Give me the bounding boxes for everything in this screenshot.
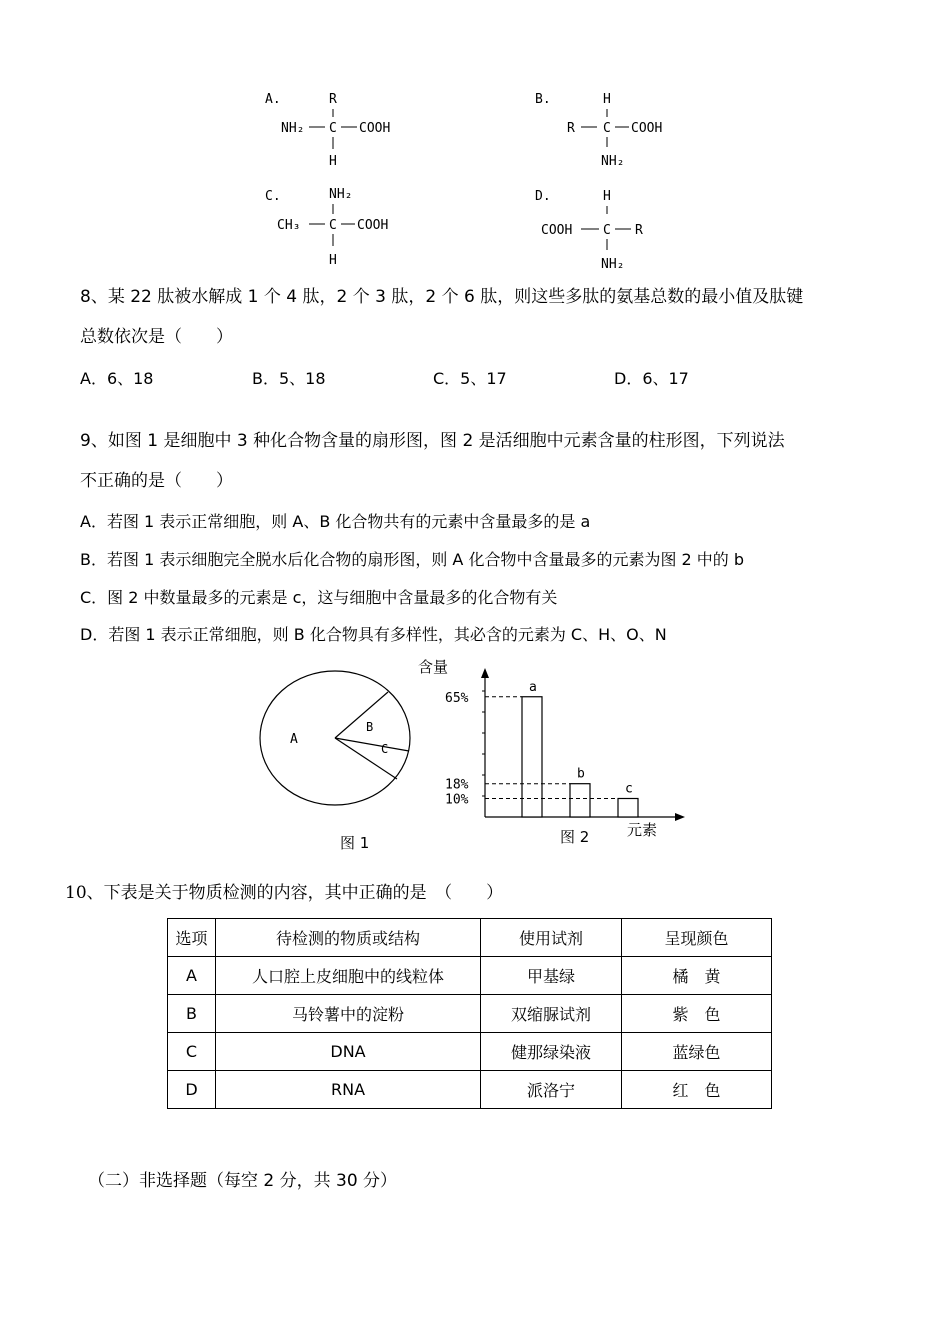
right-group: COOH bbox=[357, 218, 389, 233]
top-group: NH₂ bbox=[329, 187, 353, 202]
q7-structure-c bbox=[255, 182, 425, 277]
table-cell: 派洛宁 bbox=[481, 1071, 622, 1109]
table-cell: DNA bbox=[216, 1033, 481, 1071]
q8-stem-line2: 总数依次是（ ） bbox=[80, 327, 233, 347]
q9-stem-line1: 9、如图 1 是细胞中 3 种化合物含量的扇形图，图 2 是活细胞中元素含量的柱形图，下列说法 bbox=[80, 431, 785, 451]
q9-stem-line2: 不正确的是（ ） bbox=[80, 471, 233, 491]
center-atom: C bbox=[329, 218, 337, 233]
y-tick-label: 10% bbox=[445, 792, 469, 808]
q7-structure-a bbox=[255, 85, 425, 180]
bar-label-c: c bbox=[625, 781, 633, 797]
option-label: B. bbox=[535, 92, 551, 107]
table-cell: 马铃薯中的淀粉 bbox=[216, 995, 481, 1033]
table-cell: RNA bbox=[216, 1071, 481, 1109]
q8-stem-line1: 8、某 22 肽被水解成 1 个 4 肽，2 个 3 肽，2 个 6 肽，则这些多肽的氨基总数的最小值及肽键 bbox=[80, 287, 804, 307]
option-label: A. bbox=[265, 92, 281, 107]
header-cell: 呈现颜色 bbox=[622, 919, 772, 957]
bottom-group: H bbox=[329, 253, 337, 268]
detection-table bbox=[167, 918, 772, 1109]
left-group: NH₂ bbox=[281, 121, 305, 136]
bar-label-a: a bbox=[529, 679, 537, 695]
bar-c bbox=[618, 799, 638, 818]
right-group: R bbox=[635, 223, 643, 238]
q8-option-c: C．5、17 bbox=[433, 369, 507, 388]
table-cell: 橘 黄 bbox=[622, 957, 772, 995]
bottom-group: NH₂ bbox=[601, 154, 625, 169]
figure-1-caption: 图 1 bbox=[340, 834, 370, 852]
left-group: R bbox=[567, 121, 575, 136]
q8-option-b: B．5、18 bbox=[252, 369, 326, 388]
pie-label-c: C bbox=[381, 742, 389, 756]
table-cell: 紫 色 bbox=[622, 995, 772, 1033]
table-cell: 红 色 bbox=[622, 1071, 772, 1109]
table-cell: A bbox=[168, 957, 216, 995]
y-axis-arrow bbox=[481, 668, 489, 678]
q10-stem: 10、下表是关于物质检测的内容，其中正确的是 （ ） bbox=[65, 883, 504, 903]
top-group: R bbox=[329, 92, 337, 107]
table-cell: B bbox=[168, 995, 216, 1033]
left-group: COOH bbox=[541, 223, 573, 238]
center-atom: C bbox=[329, 121, 337, 136]
y-tick-label: 65% bbox=[445, 690, 469, 706]
q9-option-b: B．若图 1 表示细胞完全脱水后化合物的扇形图，则 A 化合物中含量最多的元素为图 2 中的 b bbox=[80, 550, 745, 569]
table-cell: 甲基绿 bbox=[481, 957, 622, 995]
center-atom: C bbox=[603, 223, 611, 238]
q9-option-a: A．若图 1 表示正常细胞，则 A、B 化合物共有的元素中含量最多的是 a bbox=[80, 512, 591, 531]
pie-label-b: B bbox=[366, 720, 374, 734]
q8-option-a: A．6、18 bbox=[80, 369, 154, 388]
header-cell: 使用试剂 bbox=[481, 919, 622, 957]
q8-option-d: D．6、17 bbox=[614, 369, 689, 388]
figure-2-bar-chart bbox=[415, 655, 695, 845]
top-group: H bbox=[603, 189, 611, 204]
bottom-group: H bbox=[329, 154, 337, 169]
q7-structure-d bbox=[525, 182, 695, 277]
q9-option-d: D．若图 1 表示正常细胞，则 B 化合物具有多样性，其必含的元素为 C、H、O、N bbox=[80, 625, 667, 644]
table-row bbox=[168, 1033, 772, 1071]
table-cell: 双缩脲试剂 bbox=[481, 995, 622, 1033]
table-cell: 健那绿染液 bbox=[481, 1033, 622, 1071]
header-cell: 待检测的物质或结构 bbox=[216, 919, 481, 957]
x-axis-arrow bbox=[675, 813, 685, 821]
q9-option-c: C．图 2 中数量最多的元素是 c，这与细胞中含量最多的化合物有关 bbox=[80, 588, 558, 607]
table-cell: 人口腔上皮细胞中的线粒体 bbox=[216, 957, 481, 995]
table-cell: D bbox=[168, 1071, 216, 1109]
figure-2-caption: 图 2 bbox=[560, 828, 590, 846]
bottom-group: NH₂ bbox=[601, 257, 625, 272]
bar-a bbox=[522, 697, 542, 817]
table-cell: 蓝绿色 bbox=[622, 1033, 772, 1071]
top-group: H bbox=[603, 92, 611, 107]
x-axis-label: 元素 bbox=[627, 821, 658, 839]
center-atom: C bbox=[603, 121, 611, 136]
header-cell: 选项 bbox=[168, 919, 216, 957]
table-row bbox=[168, 995, 772, 1033]
bar-b bbox=[570, 784, 590, 817]
table-cell: C bbox=[168, 1033, 216, 1071]
section-2-title: （二）非选择题（每空 2 分，共 30 分） bbox=[88, 1171, 398, 1191]
table-row bbox=[168, 1071, 772, 1109]
table-row bbox=[168, 957, 772, 995]
q7-structure-b bbox=[525, 85, 695, 180]
y-tick-label: 18% bbox=[445, 777, 469, 793]
left-group: CH₃ bbox=[277, 218, 301, 233]
y-axis-label: 含量 bbox=[418, 658, 449, 676]
table-header-row bbox=[168, 919, 772, 957]
pie-label-a: A bbox=[290, 732, 298, 747]
option-label: D. bbox=[535, 189, 551, 204]
bar-label-b: b bbox=[577, 766, 585, 782]
figure-1-pie bbox=[255, 665, 415, 855]
right-group: COOH bbox=[359, 121, 391, 136]
option-label: C. bbox=[265, 189, 281, 204]
right-group: COOH bbox=[631, 121, 663, 136]
